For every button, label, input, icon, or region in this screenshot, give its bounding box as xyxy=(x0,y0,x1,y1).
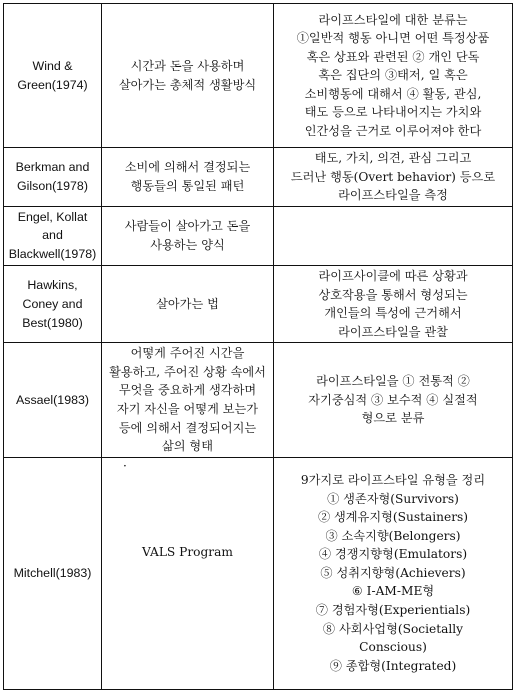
classification-line: ⑤ 성취지향형(Achievers) xyxy=(320,565,466,580)
classification-line: 소비행동에 대해서 ④ 활동, 관심, xyxy=(304,86,482,101)
classification-line: 드러난 행동(Overt behavior) 등으로 xyxy=(290,169,496,184)
author-cell xyxy=(4,206,102,266)
definition-cell xyxy=(102,4,274,148)
definition-cell xyxy=(102,266,274,343)
lifestyle-definitions-table xyxy=(3,3,513,690)
author-line: Assael(1983) xyxy=(15,392,89,407)
definition-line: 살아가는 법 xyxy=(156,296,219,311)
classification-cell xyxy=(274,148,513,207)
classification-line: ①일반적 행동 아니면 어떤 특정상품 xyxy=(296,31,490,46)
table-body xyxy=(4,4,513,690)
classification-line: 개인들의 특성에 근거해서 xyxy=(324,306,462,321)
classification-line: 라이프스타일을 측정 xyxy=(338,188,448,203)
definition-line: 삶의 형태 xyxy=(162,439,213,454)
classification-line: 상호작용을 통해서 형성되는 xyxy=(318,287,468,302)
classification-line: 혹은 집단의 ③태저, 일 혹은 xyxy=(318,68,468,83)
classification-line: 라이프스타일을 관찰 xyxy=(338,324,448,339)
definition-line: 활용하고, 주어진 상황 속에서 xyxy=(109,364,266,379)
classification-line: ⑨ 종합형(Integrated) xyxy=(329,658,457,673)
author-line: and xyxy=(42,228,63,243)
author-cell xyxy=(4,343,102,457)
definition-line: VALS Program xyxy=(142,545,233,560)
definition-cell xyxy=(102,457,274,689)
classification-line: ⑥ I-AM-ME형 xyxy=(351,584,435,599)
classification-line: 태도 등으로 나타내어지는 가치와 xyxy=(304,105,482,120)
author-line: Wind & xyxy=(32,58,73,73)
definition-line: 무엇을 중요하게 생각하며 xyxy=(118,383,257,398)
classification-cell xyxy=(274,343,513,457)
table-row xyxy=(4,148,513,207)
author-line: Best(1980) xyxy=(22,315,83,330)
table-row xyxy=(4,457,513,689)
table-row xyxy=(4,266,513,343)
classification-line: ⑦ 경험자형(Experientials) xyxy=(315,602,471,617)
classification-line: 9가지로 라이프스타일 유형을 정리 xyxy=(300,473,486,488)
classification-line: 형으로 분류 xyxy=(361,411,425,426)
classification-line: 혹은 상표와 관련된 ② 개인 단독 xyxy=(306,49,480,64)
definition-line: 어떻게 주어진 시간을 xyxy=(130,346,245,361)
author-line: Engel, Kollat xyxy=(17,209,88,224)
classification-line: 인간성을 근거로 이루어져야 한다 xyxy=(304,123,482,138)
classification-line: ③ 소속지향(Belongers) xyxy=(325,528,461,543)
classification-cell xyxy=(274,4,513,148)
classification-line: ④ 경쟁지향형(Emulators) xyxy=(318,547,468,562)
definition-line: 사용하는 양식 xyxy=(150,237,225,252)
author-cell xyxy=(4,266,102,343)
classification-line: 라이프스타일에 대한 분류는 xyxy=(318,12,468,27)
author-line: Berkman and xyxy=(15,159,90,174)
classification-line: 태도, 가치, 의견, 관심 그리고 xyxy=(314,151,472,165)
definition-line: 소비에 의해서 결정되는 xyxy=(124,160,251,175)
definition-cell xyxy=(102,206,274,266)
definition-line: 살아가는 총체적 생활방식 xyxy=(118,77,257,92)
author-line: Coney and xyxy=(22,296,83,311)
definition-line: 자기 자신을 어떻게 보는가 xyxy=(116,402,259,416)
definition-line: 사람들이 살아가고 돈을 xyxy=(124,219,251,234)
table-row xyxy=(4,4,513,148)
classification-cell xyxy=(274,266,513,343)
definition-cell xyxy=(102,343,274,457)
stray-mark: · xyxy=(123,458,127,473)
author-line: Mitchell(1983) xyxy=(13,565,92,580)
classification-cell xyxy=(274,206,513,266)
author-line: Hawkins, xyxy=(27,278,78,292)
definition-line: 행동들의 통일된 패턴 xyxy=(130,178,245,193)
classification-line: 라이프스타일을 ① 전통적 ② xyxy=(316,374,470,389)
classification-line: ② 생계유지형(Sustainers) xyxy=(317,510,469,525)
author-cell xyxy=(4,148,102,207)
author-line: Gilson(1978) xyxy=(17,178,88,193)
definition-line: 등에 의해서 결정되어지는 xyxy=(118,420,257,435)
classification-line: 라이프사이클에 따른 상황과 xyxy=(318,269,468,284)
classification-line: 자기중심적 ③ 보수적 ④ 실절적 xyxy=(308,392,478,407)
classification-line: Conscious) xyxy=(359,640,427,655)
classification-line: ① 생존자형(Survivors) xyxy=(327,491,459,506)
author-cell xyxy=(4,457,102,689)
table-row xyxy=(4,206,513,266)
definition-cell xyxy=(102,148,274,207)
author-line: Green(1974) xyxy=(17,77,88,92)
table-row xyxy=(4,343,513,457)
classification-line: ⑧ 사회사업형(Societally xyxy=(322,621,464,636)
author-cell xyxy=(4,4,102,148)
author-line: Blackwell(1978) xyxy=(8,247,97,262)
definition-line: 시간과 돈을 사용하며 xyxy=(130,58,245,73)
classification-cell xyxy=(274,457,513,689)
